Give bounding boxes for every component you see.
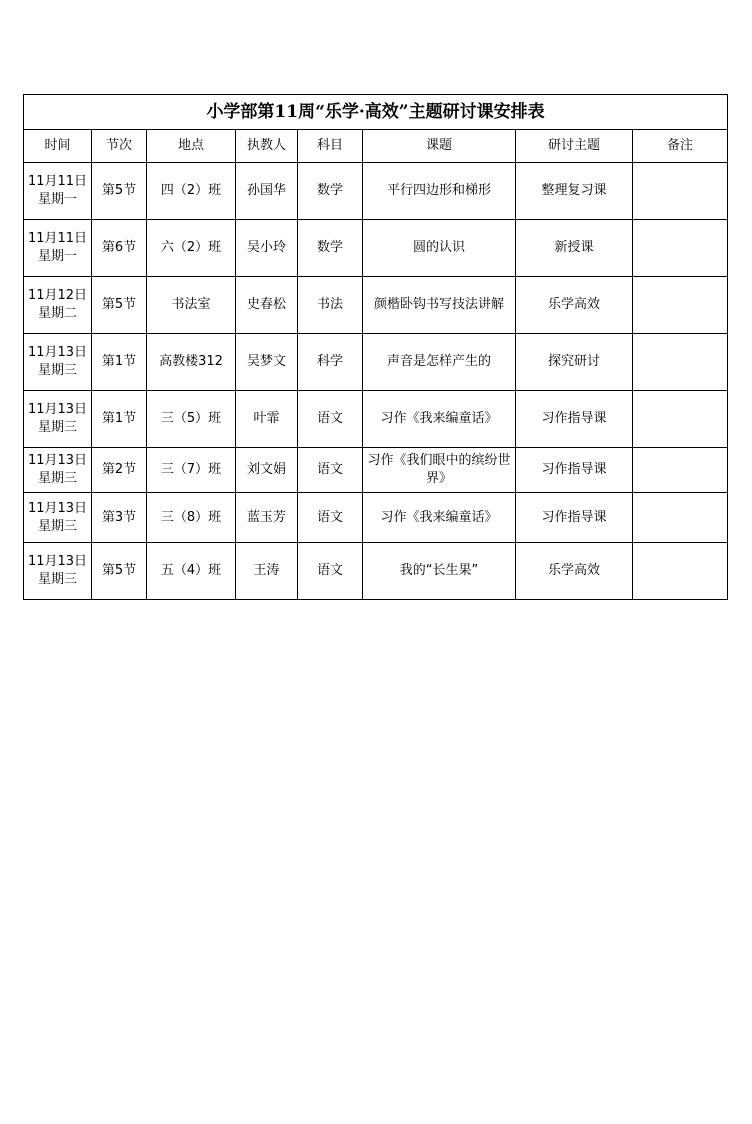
- subject-cell: 语文: [298, 493, 363, 543]
- date-text: 11月13日: [27, 554, 88, 569]
- location-cell: 四（2）班: [147, 163, 236, 220]
- teacher-cell: 孙国华: [236, 163, 298, 220]
- subject-cell: 语文: [298, 391, 363, 448]
- weekday-text: 星期三: [37, 572, 77, 587]
- time-cell: [24, 277, 92, 334]
- topic-cell: 我的“长生果”: [363, 543, 516, 600]
- header-topic: 课题: [363, 130, 516, 163]
- teacher-cell: 蓝玉芳: [236, 493, 298, 543]
- theme-cell: 乐学高效: [516, 277, 633, 334]
- location-cell: 三（7）班: [147, 448, 236, 493]
- time-cell: [24, 493, 92, 543]
- note-cell: [633, 543, 728, 600]
- location-cell: 六（2）班: [147, 220, 236, 277]
- subject-cell: 数学: [298, 163, 363, 220]
- teacher-cell: 叶霏: [236, 391, 298, 448]
- location-cell: 三（5）班: [147, 391, 236, 448]
- subject-cell: 语文: [298, 543, 363, 600]
- table-row: [24, 543, 728, 600]
- note-cell: [633, 220, 728, 277]
- theme-cell: 习作指导课: [516, 448, 633, 493]
- theme-cell: 整理复习课: [516, 163, 633, 220]
- subject-cell: 数学: [298, 220, 363, 277]
- note-cell: [633, 391, 728, 448]
- theme-cell: 新授课: [516, 220, 633, 277]
- date-text: 11月11日: [27, 174, 88, 189]
- time-cell: [24, 448, 92, 493]
- teacher-cell: 刘文娟: [236, 448, 298, 493]
- weekday-text: 星期一: [37, 249, 77, 264]
- date-text: 11月11日: [27, 231, 88, 246]
- date-text: 11月13日: [27, 453, 88, 468]
- weekday-text: 星期三: [37, 518, 77, 534]
- topic-cell: 颜楷卧钩书写技法讲解: [363, 277, 516, 334]
- table-row: [24, 493, 728, 543]
- weekday-text: 星期三: [37, 420, 77, 435]
- header-period: 节次: [92, 130, 147, 163]
- time-cell: [24, 163, 92, 220]
- theme-cell: 探究研讨: [516, 334, 633, 391]
- theme-cell: 习作指导课: [516, 391, 633, 448]
- note-cell: [633, 448, 728, 493]
- topic-cell: 习作《我来编童话》: [363, 391, 516, 448]
- topic-cell: 圆的认识: [363, 220, 516, 277]
- note-cell: [633, 277, 728, 334]
- table-row: [24, 220, 728, 277]
- note-cell: [633, 493, 728, 543]
- period-cell: 第2节: [92, 448, 147, 493]
- topic-cell: 平行四边形和梯形: [363, 163, 516, 220]
- period-cell: 第5节: [92, 543, 147, 600]
- time-cell: [24, 543, 92, 600]
- table-row: [24, 277, 728, 334]
- weekday-text: 星期二: [37, 306, 77, 321]
- theme-cell: 乐学高效: [516, 543, 633, 600]
- note-cell: [633, 163, 728, 220]
- location-cell: 高教楼312: [147, 334, 236, 391]
- period-cell: 第3节: [92, 493, 147, 543]
- time-cell: [24, 220, 92, 277]
- subject-cell: 科学: [298, 334, 363, 391]
- date-text: 11月13日: [27, 500, 88, 516]
- subject-cell: 书法: [298, 277, 363, 334]
- period-cell: 第1节: [92, 391, 147, 448]
- note-cell: [633, 334, 728, 391]
- period-cell: 第1节: [92, 334, 147, 391]
- date-text: 11月13日: [27, 345, 88, 360]
- topic-cell: 习作《我们眼中的缤纷世界》: [363, 448, 516, 493]
- theme-cell: 习作指导课: [516, 493, 633, 543]
- weekday-text: 星期三: [37, 363, 77, 378]
- schedule-table: [23, 94, 728, 600]
- table-title: 小学部第11周“乐学·高效”主题研讨课安排表: [24, 95, 728, 130]
- subject-cell: 语文: [298, 448, 363, 493]
- header-theme: 研讨主题: [516, 130, 633, 163]
- period-cell: 第6节: [92, 220, 147, 277]
- weekday-text: 星期一: [37, 192, 77, 207]
- date-text: 11月12日: [27, 288, 88, 303]
- header-teacher: 执教人: [236, 130, 298, 163]
- teacher-cell: 吴梦文: [236, 334, 298, 391]
- time-cell: [24, 391, 92, 448]
- header-subject: 科目: [298, 130, 363, 163]
- location-cell: 书法室: [147, 277, 236, 334]
- table-row: [24, 163, 728, 220]
- period-cell: 第5节: [92, 277, 147, 334]
- topic-cell: 习作《我来编童话》: [363, 493, 516, 543]
- header-row: [24, 130, 728, 163]
- teacher-cell: 史春松: [236, 277, 298, 334]
- location-cell: 三（8）班: [147, 493, 236, 543]
- weekday-text: 星期三: [37, 471, 77, 486]
- teacher-cell: 吴小玲: [236, 220, 298, 277]
- table-row: [24, 334, 728, 391]
- teacher-cell: 王涛: [236, 543, 298, 600]
- header-location: 地点: [147, 130, 236, 163]
- period-cell: 第5节: [92, 163, 147, 220]
- header-time: 时间: [24, 130, 92, 163]
- date-text: 11月13日: [27, 402, 88, 417]
- header-note: 备注: [633, 130, 728, 163]
- location-cell: 五（4）班: [147, 543, 236, 600]
- time-cell: [24, 334, 92, 391]
- table-row: [24, 391, 728, 448]
- table-row: [24, 448, 728, 493]
- topic-cell: 声音是怎样产生的: [363, 334, 516, 391]
